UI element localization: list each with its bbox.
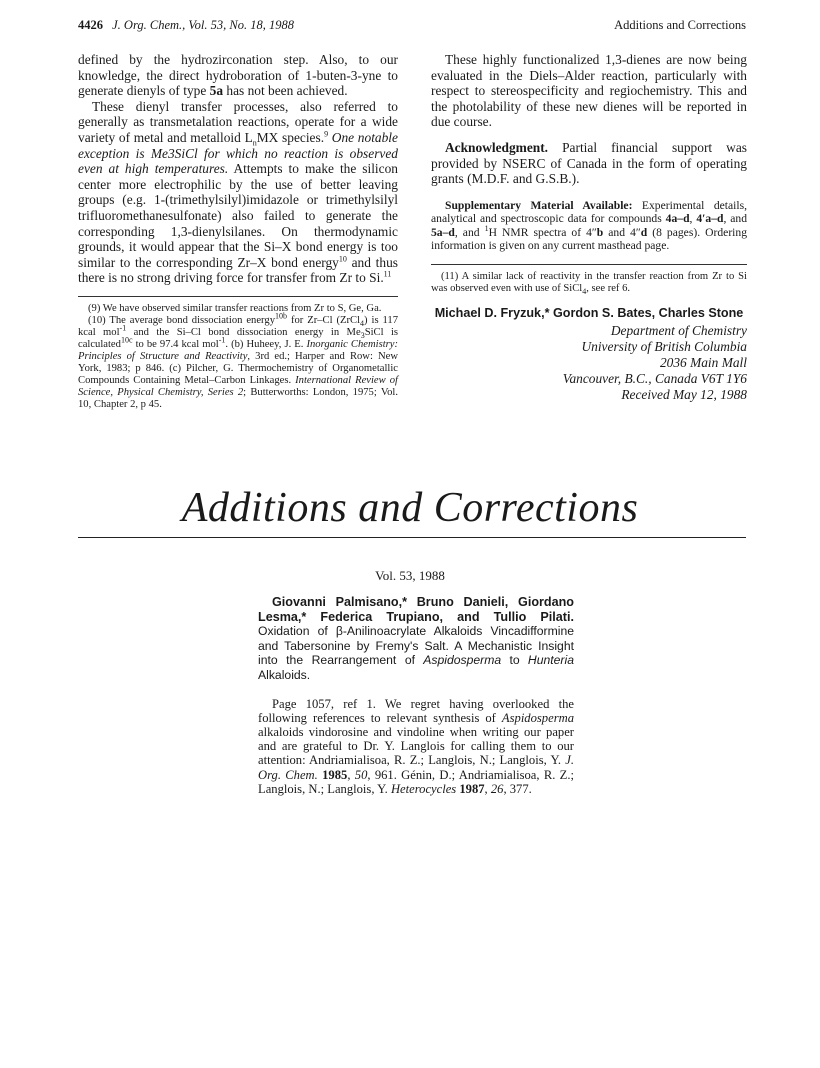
left-column [78,52,398,411]
supplementary-material: Supplementary Material Available: Experimental details, analytical and spectroscopic data for compounds 4a–d, 4′a–d, and 5a–d, and $^1$H NMR spectra of 4″b and 4″d (8 pages). Ordering information is given on any current masthead page. [431,198,748,252]
volume-label: Vol. 53, 1988 [375,568,445,583]
correction-heading: Giovanni Palmisano,* Bruno Danieli, Giordano Lesma,* Federica Trupiano, and Tullio Pilati. Oxidation of β-Anilinoacrylate Alkaloids Vincadifformine and Tabersonine by Fremy's Salt. A Mechanistic Insight into the Rearrangement of Aspidosperma to Hunteria Alkaloids. [258,595,574,682]
footnote-rule [78,296,398,297]
affiliation-street: 2036 Main Mall [659,355,747,371]
correction-entry [258,595,574,796]
footnote-rule-right [431,264,747,265]
journal-citation: J. Org. Chem., Vol. 53, No. 18, 1988 [112,18,294,32]
footnote-9: (9) We have observed similar transfer reactions from Zr to S, Ge, Ga. [88,302,382,314]
right-column [431,52,747,403]
running-head-left [78,18,294,33]
running-head [78,18,746,36]
footnote-11: (11) A similar lack of reactivity in the transfer reaction from Zr to Si was observed even with use of SiCl$_4$, see ref 6. [431,271,747,297]
correction-body: Page 1057, ref 1. We regret having overlooked the following references to relevant synthesis of Aspidosperma alkaloids vindorosine and vindoline when writing our paper and are grateful to Dr. Y. Langlois for calling them to our attention: Andriamialisoa, R. Z.; Langlois, N.; Langlois, Y. J. Org. Chem. 1985, 50, 961. Génin, D.; Andriamialisoa, R. Z.; Langlois, N.; Langlois, Y. Heterocycles 1987, 26, 377. [258,696,575,796]
affiliation-department: Department of Chemistry [610,323,747,339]
page-number: 4426 [78,18,103,32]
left-paragraph-1: defined by the hydrozirconation step. Also, to our knowledge, the direct hydroboration of 1-buten-3-yne to generate dienyls of type 5a has not been achieved. [78,52,398,99]
affiliation-university: University of British Columbia [581,339,747,355]
author-block [431,305,747,403]
left-paragraph-2: These dienyl transfer processes, also referred to generally as transmetalation reactions, operate for a wide variety of metal and metalloid $L_nMX$ species.$^9$ One notable exception is Me3SiCl for which no reaction is observed even at high temperatures. Attempts to make the silicon center more electrophilic by the use of better leaving groups (e.g. 1-(trimethylsilyl)imidazole or trimethylsilyl trifluoromethanesulfonate) also failed to generate the corresponding 1,3-dienylsilanes. On thermodynamic grounds, it would appear that the Si–X bond energy is too similar to the corresponding Zr–X bond energy$^{10}$ and thus there is no strong driving force for transfer from Zr to Si.$^{11}$ [78,98,398,286]
received-date: Received May 12, 1988 [621,387,747,403]
section-title: Additions and Corrections [181,485,639,531]
affiliation-city: Vancouver, B.C., Canada V6T 1Y6 [562,371,747,387]
author-names: Michael D. Fryzuk,* Gordon S. Bates, Charles Stone [434,306,744,321]
acknowledgment: Acknowledgment. Partial financial support was provided by NSERC of Canada in the form of operating grants (M.D.F. and G.S.B.). [431,139,747,187]
section-rule [78,537,746,538]
right-paragraph-1: These highly functionalized 1,3-dienes are now being evaluated in the Diels–Alder reaction, particularly with respect to stereospecificity and regiochemistry. This and the photolability of these new dienes will be reported in due course. [431,52,747,130]
footnote-10: (10) The average bond dissociation energy$^{10b}$ for Zr–Cl (ZrCl$_4$) is 117 kcal mol$^{-1}$ and the Si–Cl bond dissociation energy in $Me_3SiCl$ is calculated$^{10c}$ to be 97.4 kcal mol$^{-1}$. (b) Huheey, J. E. Inorganic Chemistry: Principles of Structure and Reactivity, 3rd ed.; Harper and Row: New York, 1983; p 846. (c) Pilcher, G. Thermochemistry of Organometallic Compounds Containing Metal–Carbon Linkages. International Review of Science, Physical Chemistry, Series 2; Butterworths: London, 1975; Vol. 10, Chapter 2, p 45. [78,311,399,410]
running-head-section: Additions and Corrections [614,18,746,32]
